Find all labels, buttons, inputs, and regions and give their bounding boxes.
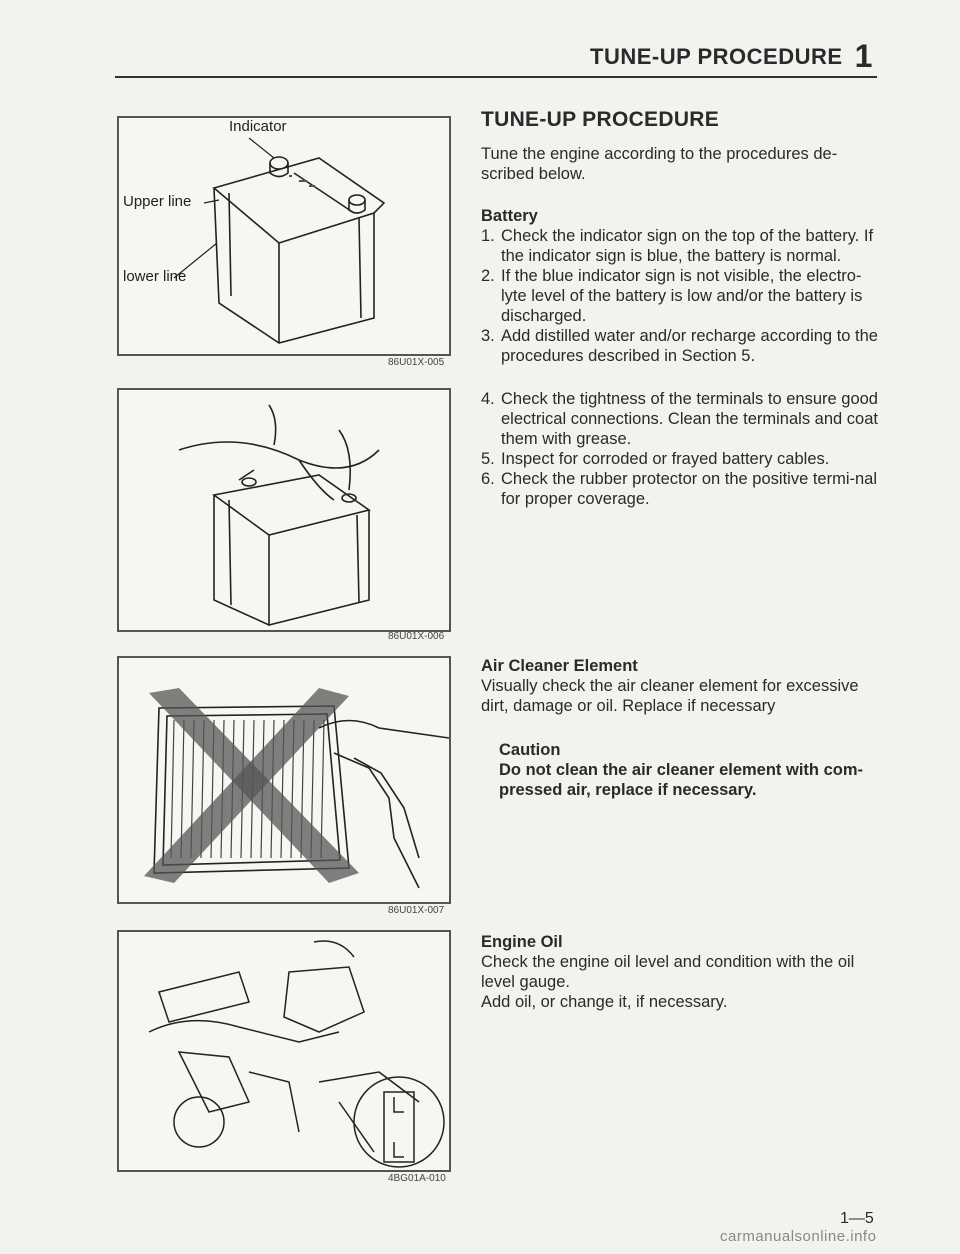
list-item: 4. Check the tightness of the terminals to ensure good electrical connections. Clean the terminals and coat them with grease.: [481, 390, 878, 448]
main-title: TUNE-UP PROCEDURE: [481, 108, 720, 131]
battery-illustration: [119, 118, 449, 354]
air-cleaner-text: Visually check the air cleaner element for excessive dirt, damage or oil. Replace if necessary: [481, 677, 859, 715]
list-item: 3. Add distilled water and/or recharge according to the procedures described in Section 5.: [481, 327, 878, 365]
figure-code: 86U01X-006: [388, 631, 445, 642]
battery-section: [481, 206, 881, 366]
engine-oil-text-2: Add oil, or change it, if necessary.: [481, 993, 728, 1011]
figure-code: 86U01X-007: [388, 905, 445, 916]
list-item: 1. Check the indicator sign on the top of the battery. If the indicator sign is blue, the battery is normal.: [481, 227, 874, 265]
air-cleaner-section: [481, 656, 881, 800]
figure-code: 86U01X-005: [388, 357, 445, 368]
battery-steps-a: [481, 226, 881, 366]
figure-code: 4BG01A-010: [388, 1173, 446, 1184]
list-item: 5. Inspect for corroded or frayed battery cables.: [481, 450, 830, 468]
caution-heading: Caution: [499, 741, 561, 759]
battery-steps-b-section: [481, 389, 881, 509]
page-header: [590, 38, 873, 75]
intro-section: [481, 110, 881, 184]
label-upper-line: Upper line: [123, 193, 192, 210]
caution-box: [481, 740, 881, 800]
figure-battery-indicator: [117, 116, 451, 356]
intro-text: Tune the engine according to the procedures de-scribed below.: [481, 145, 838, 183]
label-lower-line: lower line: [123, 268, 187, 285]
engine-oil-heading: Engine Oil: [481, 933, 563, 951]
label-indicator: Indicator: [229, 118, 287, 135]
list-item: 6. Check the rubber protector on the positive termi-nal for proper coverage.: [481, 470, 878, 508]
air-cleaner-illustration: [119, 658, 449, 902]
page-number: 1—5: [840, 1210, 874, 1227]
list-item: 2. If the blue indicator sign is not visible, the electro-lyte level of the battery is low and/or the battery is discharged.: [481, 267, 863, 325]
battery-heading: Battery: [481, 207, 538, 225]
section-number: 1: [854, 38, 873, 74]
battery-terminals-illustration: [119, 390, 449, 630]
header-title: TUNE-UP PROCEDURE: [590, 44, 843, 69]
air-cleaner-heading: Air Cleaner Element: [481, 657, 638, 675]
caution-text: Do not clean the air cleaner element with com-pressed air, replace if necessary.: [499, 761, 864, 799]
figure-battery-terminals: [117, 388, 451, 632]
engine-oil-section: [481, 932, 881, 1012]
battery-steps-b: [481, 389, 881, 509]
watermark: carmanualsonline.info: [720, 1228, 877, 1245]
engine-oil-illustration: [119, 932, 449, 1170]
engine-oil-text: Check the engine oil level and condition with the oil level gauge.: [481, 953, 855, 991]
header-rule: [115, 76, 877, 78]
figure-air-cleaner: [117, 656, 451, 904]
figure-engine-oil: [117, 930, 451, 1172]
